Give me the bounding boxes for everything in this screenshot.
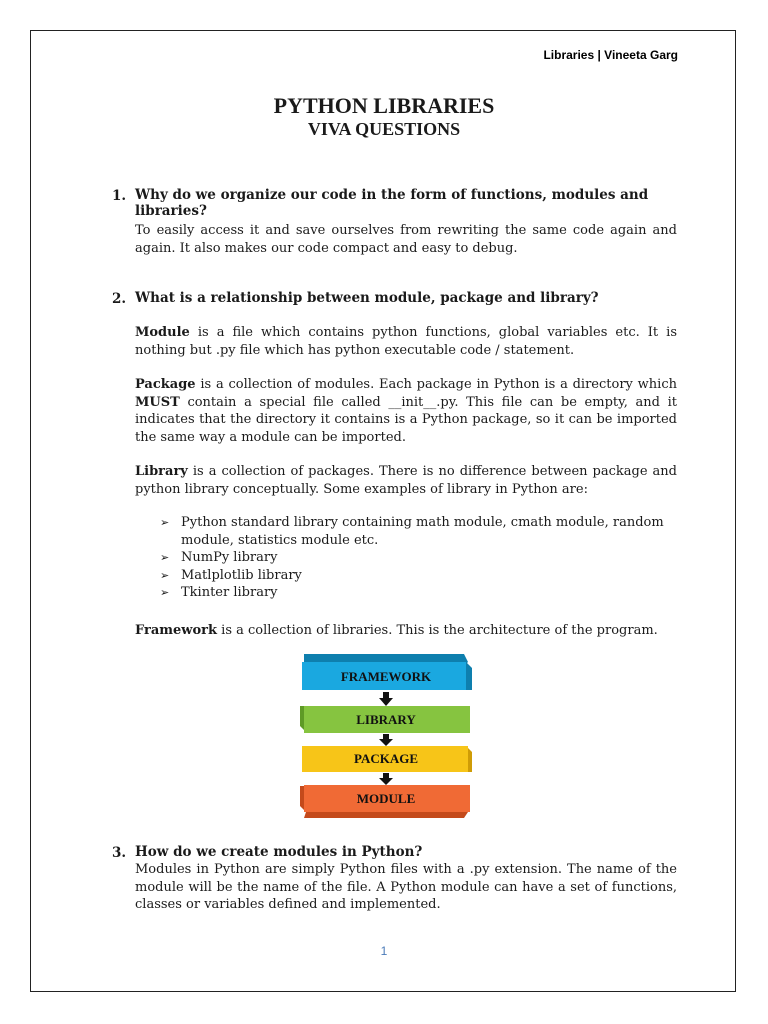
package-text-2: contain a special file called __init__.py. This file can be empty, and it indicates that the directory it contains is a Python package, so it can be imported the same way a module can be imported. — [135, 394, 677, 445]
module-ribbon-base — [304, 812, 468, 818]
arrow-bullet-icon: ➢ — [160, 551, 170, 564]
hierarchy-diagram — [300, 654, 472, 820]
question-1-title-line1: Why do we organize our code in the form of functions, modules and — [135, 187, 649, 203]
list-item: ➢ Python standard library containing math module, cmath module, random module, statistics module etc. — [160, 515, 664, 548]
down-arrow-icon — [379, 734, 393, 746]
module-label: MODULE — [356, 791, 416, 806]
framework-text: is a collection of libraries. This is the architecture of the program. — [217, 623, 658, 638]
diagram-layer-module — [300, 785, 470, 818]
question-1-answer: To easily access it and save ourselves from rewriting the same code again and again. It also makes our code compact and easy to debug. — [135, 223, 677, 256]
list-item: ➢ Tkinter library — [160, 585, 278, 600]
question-3-title: How do we create modules in Python? — [135, 844, 423, 860]
page-number: 1 — [380, 944, 388, 958]
question-1-title — [135, 187, 677, 219]
page-title: PYTHON LIBRARIES — [273, 93, 495, 118]
list-item: ➢ Matlplotlib library — [160, 567, 302, 583]
arrow-bullet-icon: ➢ — [160, 516, 170, 529]
library-definition — [135, 463, 677, 498]
library-term: Library — [135, 464, 188, 479]
library-examples-list — [160, 514, 680, 602]
package-must: MUST — [135, 394, 180, 410]
question-2-number: 2. — [112, 291, 127, 307]
diagram-layer-package — [302, 746, 472, 772]
question-2-title: What is a relationship between module, package and library? — [135, 290, 599, 306]
question-1-title-line2: libraries? — [135, 203, 207, 219]
diagram-layer-library — [300, 706, 470, 733]
framework-label: FRAMEWORK — [340, 669, 432, 684]
page-header: Libraries | Vineeta Garg — [543, 48, 678, 62]
module-term: Module — [135, 325, 190, 340]
library-label: LIBRARY — [356, 712, 416, 727]
framework-term: Framework — [135, 623, 218, 638]
library-text: is a collection of packages. There is no difference between package and python library conceptually. Some examples of library in Python are: — [135, 464, 677, 497]
diagram-layer-framework — [302, 654, 472, 690]
down-arrow-icon — [379, 773, 393, 785]
question-3-number: 3. — [112, 845, 127, 861]
module-definition — [135, 324, 677, 359]
list-item: ➢ NumPy library — [160, 550, 278, 565]
package-text-1: is a collection of modules. Each package in Python is a directory which — [195, 377, 677, 392]
framework-definition — [135, 622, 677, 640]
framework-ribbon-fold — [466, 662, 472, 690]
module-text: is a file which contains python functions, global variables etc. It is nothing but .py file which has python executable code / statement. — [135, 325, 677, 358]
question-1-number: 1. — [112, 188, 127, 204]
package-definition — [135, 376, 677, 446]
down-arrow-icon — [379, 692, 393, 706]
package-term: Package — [135, 377, 196, 392]
question-3-answer: Modules in Python are simply Python files with a .py extension. The name of the module will be the name of the file. A Python module can have a set of functions, classes or variables defined and implemented. — [135, 862, 677, 912]
arrow-bullet-icon: ➢ — [160, 586, 170, 599]
package-label: PACKAGE — [353, 751, 419, 766]
arrow-bullet-icon: ➢ — [160, 568, 170, 582]
page-subtitle: VIVA QUESTIONS — [307, 119, 461, 139]
